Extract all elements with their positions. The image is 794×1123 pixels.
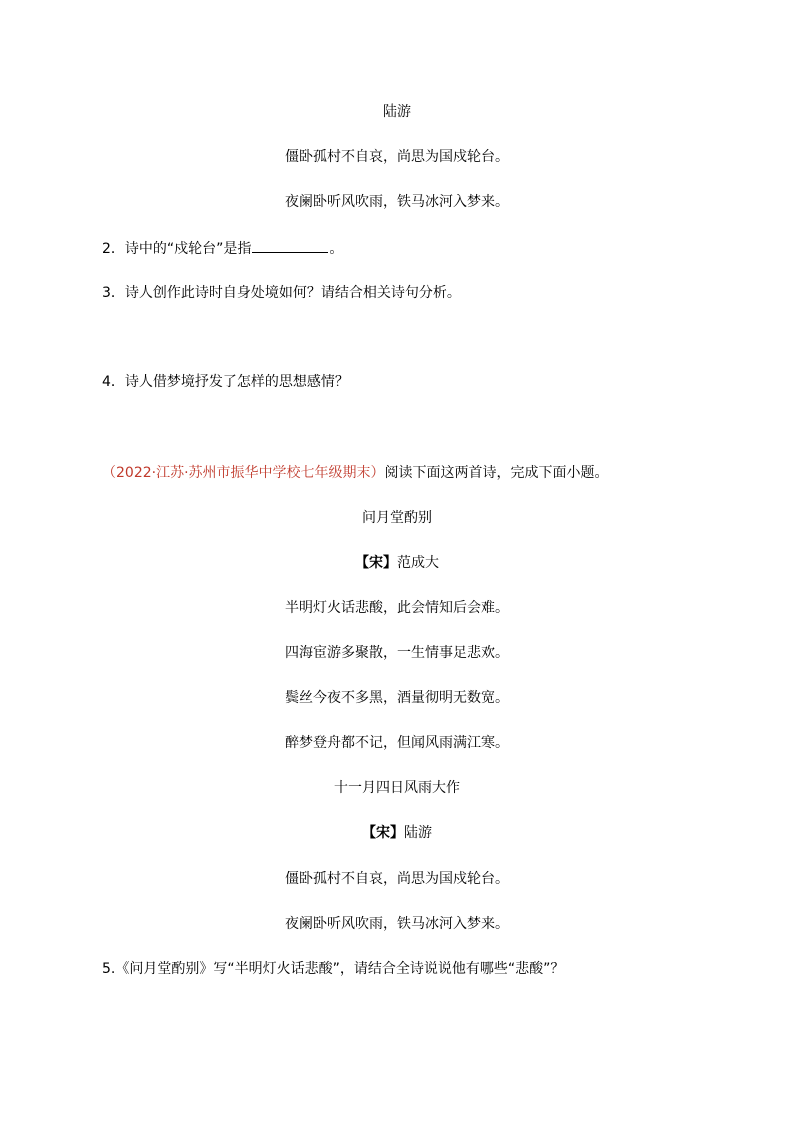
source-note: （2022·江苏·苏州市振华中学校七年级期末） bbox=[102, 465, 385, 481]
question-2 bbox=[102, 238, 343, 258]
poem2-title: 问月堂酌别 bbox=[362, 510, 432, 526]
poem3-line-1: 僵卧孤村不自哀，尚思为国戍轮台。 bbox=[285, 871, 509, 887]
question-3: 3．诗人创作此诗时自身处境如何？请结合相关诗句分析。 bbox=[102, 285, 461, 301]
poem3-line-2: 夜阑卧听风吹雨，铁马冰河入梦来。 bbox=[285, 916, 509, 932]
section-instruction: 阅读下面这两首诗，完成下面小题。 bbox=[384, 465, 609, 481]
poem1-line-2: 夜阑卧听风吹雨，铁马冰河入梦来。 bbox=[285, 194, 509, 210]
poem1-line-1: 僵卧孤村不自哀，尚思为国戍轮台。 bbox=[285, 149, 509, 165]
poem2-author: 范成大 bbox=[397, 555, 439, 571]
question-2-text: 2．诗中的“戍轮台”是指 bbox=[102, 241, 252, 257]
answer-blank[interactable] bbox=[252, 238, 328, 253]
poem1-author: 陆游 bbox=[383, 104, 411, 120]
poem3-dynasty: 【宋】 bbox=[362, 825, 404, 841]
poem2-line-2: 四海宦游多聚散，一生情事足悲欢。 bbox=[285, 645, 509, 661]
poem2-line-1: 半明灯火话悲酸，此会情知后会难。 bbox=[285, 600, 509, 616]
poem3-byline bbox=[0, 824, 794, 842]
poem3-title: 十一月四日风雨大作 bbox=[334, 780, 460, 796]
question-2-end: 。 bbox=[329, 241, 344, 257]
question-4: 4．诗人借梦境抒发了怎样的思想感情？ bbox=[102, 374, 349, 390]
poem2-byline bbox=[0, 554, 794, 572]
section-header bbox=[102, 464, 609, 482]
question-5: 5.《问月堂酌别》写“半明灯火话悲酸”，请结合全诗说说他有哪些“悲酸”？ bbox=[102, 961, 565, 977]
poem2-dynasty: 【宋】 bbox=[355, 555, 397, 571]
poem2-line-4: 醉梦登舟都不记，但闻风雨满江寒。 bbox=[285, 735, 509, 751]
poem2-line-3: 鬓丝今夜不多黑，酒量彻明无数宽。 bbox=[285, 690, 509, 706]
poem3-author: 陆游 bbox=[404, 825, 432, 841]
